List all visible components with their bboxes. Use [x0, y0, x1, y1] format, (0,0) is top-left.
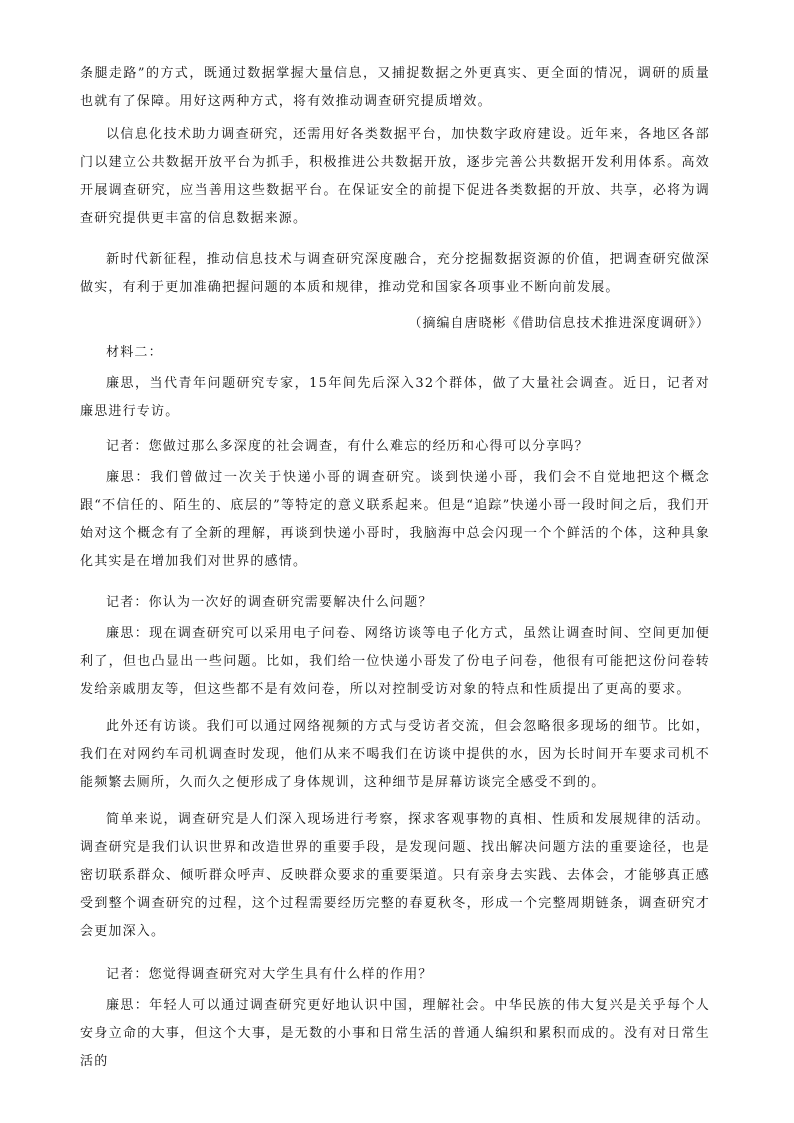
paragraph-lian-si-a3: 廉思：年轻人可以通过调查研究更好地认识中国，理解社会。中华民族的伟大复兴是关乎每个人安身立命的大事，但这个大事，是无数的小事和日常生活的普通人编织和累积而成的。没有对日常生活的 — [80, 998, 710, 1069]
paragraph-lian-si-a1: 廉思：我们曾做过一次关于快递小哥的调查研究。谈到快递小哥，我们会不自觉地把这个概念跟“不信任的、陌生的、底层的”等特定的意义联系起来。但是“追踪”快递小哥一段时间之后，我们开始对这个概念有了全新的理解，再谈到快递小哥时，我脑海中总会闪现一个个鲜活的个体，这种具象化其实是在增加我们对世界的感情。 — [80, 470, 710, 569]
paragraph-interviews: 此外还有访谈。我们可以通过网络视频的方式与受访者交流，但会忽略很多现场的细节。比如，我们在对网约车司机调查时发现，他们从来不喝我们在访谈中提供的水，因为长时间开车要求司机不能频繁去厕所，久而久之便形成了身体规训，这种细节是屏幕访谈完全感受不到的。 — [80, 719, 710, 790]
paragraph-lian-si-a2: 廉思：现在调查研究可以采用电子问卷、网络访谈等电子化方式，虽然让调查时间、空间更加便利了，但也凸显出一些问题。比如，我们给一位快递小哥发了份电子问卷，他很有可能把这份问卷转发给亲戚朋友等，但这些都不是有效问卷，所以对控制受访对象的特点和性质提出了更高的要求。 — [80, 626, 710, 697]
paragraph-continuation: 条腿走路”的方式，既通过数据掌握大量信息，又捕捉数据之外更真实、更全面的情况，调研的质量也就有了保障。用好这两种方式，将有效推动调查研究提质增效。 — [80, 66, 710, 109]
source-citation: （摘编自唐晓彬《借助信息技术推进深度调研》） — [408, 316, 710, 331]
paragraph-reporter-q1: 记者：您做过那么多深度的社会调查，有什么难忘的经历和心得可以分享吗？ — [106, 439, 589, 454]
paragraph-reporter-q3: 记者：您觉得调查研究对大学生具有什么样的作用？ — [106, 967, 433, 982]
paragraph-summary: 简单来说，调查研究是人们深入现场进行考察，探求客观事物的真相、性质和发展规律的活动。调查研究是我们认识世界和改造世界的重要手段，是发现问题、找出解决问题方法的重要途径，也是密切联系群众、倾听群众呼声、反映群众要求的重要渠道。只有亲身去实践、去体会，才能够真正感受到整个调查研究的过程，这个过程需要经历完整的春夏秋冬，形成一个完整周期链条，调查研究才会更加深入。 — [80, 812, 710, 939]
paragraph-new-era: 新时代新征程，推动信息技术与调查研究深度融合，充分挖掘数据资源的价值，把调查研究做深做实，有利于更加准确把握问题的本质和规律，推动党和国家各项事业不断向前发展。 — [80, 252, 710, 295]
paragraph-info-tech: 以信息化技术助力调查研究，还需用好各类数据平台，加快数字政府建设。近年来，各地区各部门以建立公共数据开放平台为抓手，积极推进公共数据开放，逐步完善公共数据开发利用体系。高效开展调查研究，应当善用这些数据平台。在保证安全的前提下促进各类数据的开放、共享，必将为调查研究提供更丰富的信息数据来源。 — [80, 127, 710, 226]
paragraph-lian-si-intro: 廉思，当代青年问题研究专家，15年间先后深入32个群体，做了大量社会调查。近日，记者对廉思进行专访。 — [80, 376, 710, 419]
material-two-heading: 材料二： — [106, 345, 163, 360]
paragraph-reporter-q2: 记者：你认为一次好的调查研究需要解决什么问题？ — [106, 595, 433, 610]
